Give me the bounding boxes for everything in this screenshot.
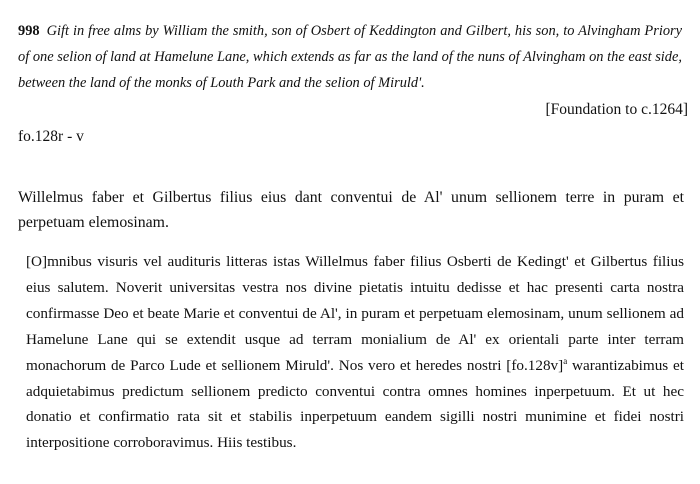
folio-change-label: [fo.128v] bbox=[506, 356, 564, 374]
entry-number: 998 bbox=[18, 23, 40, 39]
entry-heading bbox=[18, 18, 682, 96]
footnote-mark: a bbox=[563, 355, 568, 366]
dating-clause: [Foundation to c.1264] bbox=[545, 101, 688, 118]
charter-text-part2: warantizabimus et adquietabimus predictum sellionem predicto conventui contra omnes homines inperpetuum. Et ut hec donatio et confirmatio rata sit et stabilis inperpetuum eandem sigilli nostri munimine et fidei nostri interpositione corroboravimus. Hiis testibus. bbox=[26, 356, 684, 452]
charter-paragraph bbox=[26, 249, 684, 456]
folio-reference: fo.128r - v bbox=[18, 128, 84, 145]
folio-change-marker bbox=[506, 357, 567, 374]
charter-text bbox=[26, 249, 684, 456]
rubric-text: Willelmus faber et Gilbertus filius eius dant conventui de Al' unum sellionem terre in puram et perpetuam elemosinam. bbox=[18, 189, 684, 231]
charter-text-part1: [O]mnibus visuris vel audituris litteras istas Willelmus faber filius Osberti de Kedingt' et Gilbertus filius eius salutem. Noverit universitas vestra nos divine pietatis intuitu dedisse et hac presenti carta nostra confirmasse Deo et beate Marie et conventui de Al', in puram et perpetuam elemosinam, unum sellionem ad Hamelune Lane qui se extendit usque ad terram monialium de Al' ex orientali parte inter terram monachorum de Parco Lude et sellionem Miruld'. Nos vero et heredes nostri bbox=[26, 253, 684, 374]
entry-summary: Gift in free alms by William the smith, son of Osbert of Keddington and Gilbert, his son, to Alvingham Priory of one selion of land at Hamelune Lane, which extends as far as the land of the nuns of Alvingham on the east side, between the land of the monks of Louth Park and the selion of Miruld'. bbox=[18, 23, 682, 91]
